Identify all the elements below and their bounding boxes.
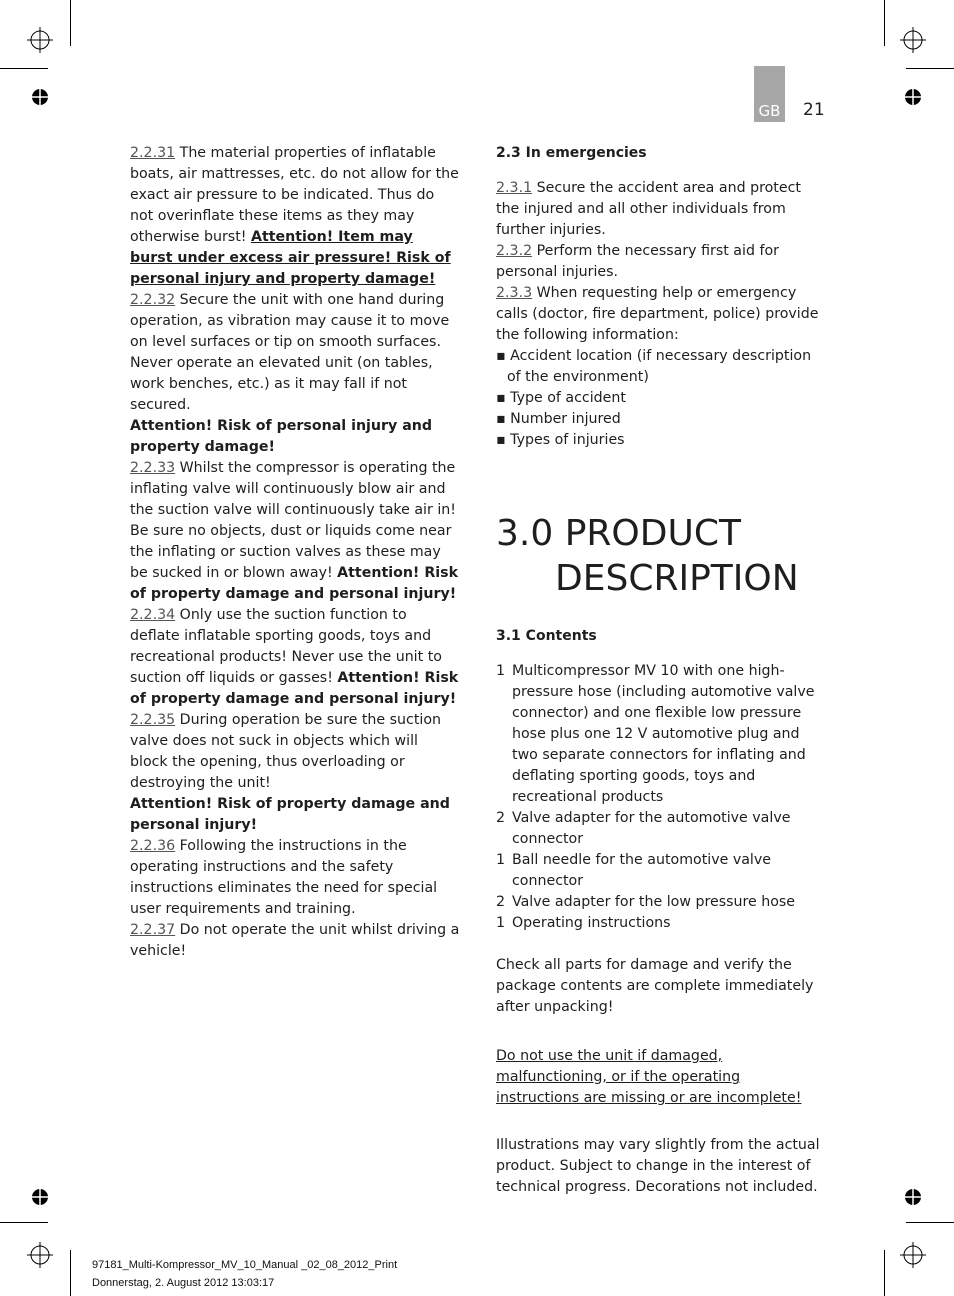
crop-mark — [0, 68, 48, 69]
contents-text: Multicompressor MV 10 with one high-pressure hose (including automotive valve connector) and one flexible low pressure hose plus one 12 V automotive plug and two separate connectors for inflating and deflating sporting goods, toys and recreational products — [512, 663, 815, 805]
item-text: Secure the unit with one hand during operation, as vibration may cause it to move on level surfaces or tip on smooth surfaces. Never operate an elevated unit (on tables, work benches, etc.) as it may fall if not secured. — [130, 292, 450, 413]
warning-text: Attention! Risk of personal injury and property damage! — [130, 418, 433, 455]
item-number: 2.2.32 — [130, 292, 176, 308]
page-number: 21 — [803, 100, 825, 120]
contents-item — [496, 913, 826, 934]
emergency-item — [496, 178, 826, 241]
crop-mark — [906, 1222, 954, 1223]
crop-mark — [884, 1250, 885, 1296]
quantity: 2 — [496, 810, 506, 826]
item-number: 2.2.31 — [130, 145, 176, 161]
warning-text: Attention! Item may burst under excess air pressure! Risk of personal injury and property damage! — [130, 229, 451, 287]
safety-item — [130, 710, 460, 794]
contents-item — [496, 808, 826, 850]
damage-warning: Do not use the unit if damaged, malfunctioning, or if the operating instructions are missing or are incomplete! — [496, 1048, 802, 1106]
print-footer — [92, 1256, 397, 1292]
target-dot-icon — [903, 87, 923, 107]
section-heading: 2.3 In emergencies — [496, 145, 647, 161]
crop-mark — [70, 0, 71, 46]
quantity: 1 — [496, 852, 506, 868]
target-dot-icon — [30, 87, 50, 107]
item-number: 2.3.2 — [496, 243, 533, 259]
quantity: 1 — [496, 915, 506, 931]
contents-item — [496, 850, 826, 892]
item-text: When requesting help or emergency calls (doctor, fire department, police) provide the following information: — [496, 285, 819, 343]
safety-item — [130, 143, 460, 290]
target-dot-icon — [30, 1187, 50, 1207]
target-dot-icon — [903, 1187, 923, 1207]
item-text: During operation be sure the suction valve does not suck in objects which will block the opening, thus overloading or destroying the unit! — [130, 712, 442, 791]
item-text: Only use the suction function to deflate inflatable sporting goods, toys and recreational products! Never use the unit to suction off liquids or gasses! — [130, 607, 442, 686]
item-number: 2.2.33 — [130, 460, 176, 476]
section-heading: 3.1 Contents — [496, 628, 597, 644]
contents-list — [496, 661, 826, 934]
crop-mark — [70, 1250, 71, 1296]
contents-text: Valve adapter for the automotive valve connector — [512, 810, 791, 847]
right-column — [496, 143, 826, 1198]
quantity: 1 — [496, 663, 506, 679]
chapter-heading — [496, 511, 826, 601]
item-number: 2.2.37 — [130, 922, 176, 938]
registration-mark-icon — [900, 27, 926, 53]
contents-text: Operating instructions — [512, 915, 671, 931]
item-text: Perform the necessary first aid for personal injuries. — [496, 243, 779, 280]
safety-item — [130, 290, 460, 416]
emergency-item — [496, 283, 826, 346]
emergency-item — [496, 241, 826, 283]
warning-text: Attention! Risk of property damage and personal injury! — [130, 565, 459, 602]
item-text: Do not operate the unit whilst driving a vehicle! — [130, 922, 460, 959]
warning-text: Attention! Risk of property damage and personal injury! — [130, 670, 459, 707]
registration-mark-icon — [27, 27, 53, 53]
crop-mark — [906, 68, 954, 69]
item-number: 2.3.1 — [496, 180, 533, 196]
crop-mark — [0, 1222, 48, 1223]
left-column — [130, 143, 460, 962]
warning-text: Attention! Risk of property damage and personal injury! — [130, 796, 450, 833]
info-bullet-list — [496, 346, 826, 451]
quantity: 2 — [496, 894, 506, 910]
item-text: Whilst the compressor is operating the inflating valve will continuously blow air and the suction valve will continuously take air in! Be sure no objects, dust or liquids come near the inflating or suction valves as these may be sucked in or blown away! — [130, 460, 456, 581]
illustrations-note: Illustrations may vary slightly from the actual product. Subject to change in the interest of technical progress. Decorations not included. — [496, 1137, 820, 1195]
safety-item — [130, 605, 460, 710]
item-text: Secure the accident area and protect the injured and all other individuals from further injuries. — [496, 180, 801, 238]
contents-item — [496, 661, 826, 808]
item-text: The material properties of inflatable boats, air mattresses, etc. do not allow for the exact air pressure to be indicated. Thus do not overinflate these items as they may otherwise burst! — [130, 145, 459, 245]
contents-item — [496, 892, 826, 913]
contents-text: Ball needle for the automotive valve connector — [512, 852, 771, 889]
language-tab-label: GB — [758, 102, 781, 120]
safety-item — [130, 458, 460, 605]
check-text: Check all parts for damage and verify the package contents are complete immediately after unpacking! — [496, 957, 814, 1015]
footer-filename: 97181_Multi-Kompressor_MV_10_Manual _02_08_2012_Print — [92, 1259, 398, 1271]
bullet-item: ▪ Type of accident — [496, 388, 826, 409]
item-number: 2.2.34 — [130, 607, 176, 623]
registration-mark-icon — [27, 1242, 53, 1268]
safety-item — [130, 920, 460, 962]
item-number: 2.3.3 — [496, 285, 533, 301]
item-number: 2.2.36 — [130, 838, 176, 854]
bullet-item: ▪ Types of injuries — [496, 430, 826, 451]
registration-mark-icon — [900, 1242, 926, 1268]
footer-timestamp: Donnerstag, 2. August 2012 13:03:17 — [92, 1277, 275, 1289]
bullet-item: ▪ Accident location (if necessary description of the environment) — [496, 346, 826, 388]
crop-mark — [884, 0, 885, 46]
bullet-item: ▪ Number injured — [496, 409, 826, 430]
item-number: 2.2.35 — [130, 712, 176, 728]
contents-text: Valve adapter for the low pressure hose — [512, 894, 796, 910]
safety-item — [130, 836, 460, 920]
item-text: Following the instructions in the operating instructions and the safety instructions eliminates the need for special user requirements and training. — [130, 838, 438, 917]
chapter-heading-line1: 3.0 PRODUCT — [496, 513, 741, 554]
chapter-heading-line2: DESCRIPTION — [555, 558, 799, 599]
language-tab — [754, 66, 785, 122]
